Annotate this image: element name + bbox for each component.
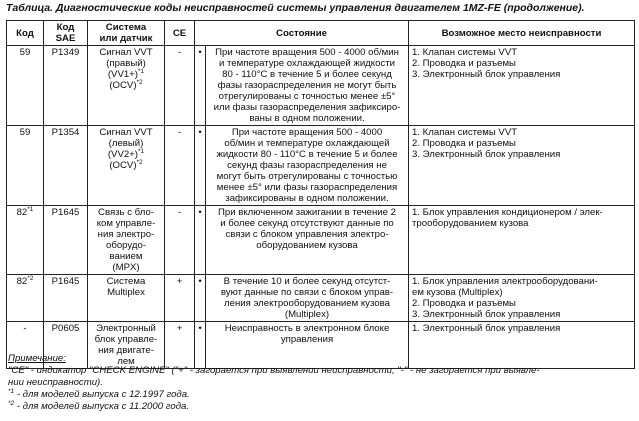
cell-location: 1. Клапан системы VVT 2. Проводка и разъемы 3. Электронный блок управления: [409, 46, 635, 126]
cell-system: Сигнал VVT (правый) $(VV1+)^{*1}$ (OCV)$^{*2}$: [88, 46, 165, 126]
cell-system: Электронный блок управле- ния двигате- лем: [88, 322, 165, 369]
header-system: Система или датчик: [88, 21, 165, 46]
cell-bullet: •: [195, 322, 206, 369]
table-row: [7, 275, 635, 322]
notes-heading: Примечание:: [8, 353, 66, 364]
cell-ce: -: [165, 46, 195, 126]
dtc-table: [6, 20, 635, 369]
cell-condition: При частоте вращения 500 - 4000 об/мин и температуре охлаждающей жидкости 80 - 110°С в течение 5 и более секунд фазы газораспределения не могут быть отрегулированы с точностью менее ±5° или фазы газораспределения зафиксиро- ваны в одном положении.: [206, 46, 409, 126]
cell-location: 1. Клапан системы VVT 2. Проводка и разъемы 3. Электронный блок управления: [409, 126, 635, 206]
cell-location: 1. Электронный блок управления: [409, 322, 635, 369]
cell-condition: Неисправность в электронном блоке управления: [206, 322, 409, 369]
cell-location: 1. Блок управления кондиционером / элек- трооборудованием кузова: [409, 206, 635, 275]
cell-bullet: •: [195, 206, 206, 275]
cell-sae: P1349: [44, 46, 88, 126]
cell-sae: P1354: [44, 126, 88, 206]
cell-location: 1. Блок управления электрооборудовани- ем кузова (Multiplex) 2. Проводка и разъемы 3. Электронный блок управления: [409, 275, 635, 322]
header-code: Код: [7, 21, 44, 46]
cell-system: Сигнал VVT (левый) $(VV2+)^{*1}$ (OCV)$^{*2}$: [88, 126, 165, 206]
cell-code: -: [7, 322, 44, 369]
table-title: Таблица. Диагностические коды неисправностей системы управления двигателем 1MZ-FE (продолжение).: [6, 2, 585, 14]
cell-condition: При включенном зажигании в течение 2 и более секунд отсутствуют данные по связи с блоком управления электро- оборудованием кузова: [206, 206, 409, 275]
cell-bullet: •: [195, 275, 206, 322]
note-ce-cont: нии неисправности).: [8, 377, 103, 388]
cell-code: 59: [7, 46, 44, 126]
header-ce: CE: [165, 21, 195, 46]
cell-bullet: •: [195, 46, 206, 126]
cell-ce: -: [165, 126, 195, 206]
header-condition: Состояние: [195, 21, 409, 46]
table-header-row: [7, 21, 635, 46]
cell-code: 82$^{*1}$: [7, 206, 44, 275]
cell-condition: При частоте вращения 500 - 4000 об/мин и температуре охлаждающей жидкости 80 - 110°С в течение 5 и более секунд фазы газораспределения не могут быть отрегулированы с точностью менее ±5° или фазы газораспределения зафиксированы в одном положении.: [206, 126, 409, 206]
cell-ce: -: [165, 206, 195, 275]
cell-bullet: •: [195, 126, 206, 206]
cell-sae: P0605: [44, 322, 88, 369]
cell-system: Система Multiplex: [88, 275, 165, 322]
table-row: [7, 46, 635, 126]
footnote-2: $^{*2}$ - для моделей выпуска с 11.2000 года.: [8, 399, 189, 412]
cell-sae: P1645: [44, 206, 88, 275]
table-row: [7, 206, 635, 275]
cell-code: 82$^{*2}$: [7, 275, 44, 322]
cell-ce: +: [165, 322, 195, 369]
cell-condition: В течение 10 и более секунд отсутст- вуют данные по связи с блоком управ- ления электрооборудованием кузова (Multiplex): [206, 275, 409, 322]
cell-sae: P1645: [44, 275, 88, 322]
footnote-1: $^{*1}$ - для моделей выпуска с 12.1997 года.: [8, 387, 190, 400]
table-row: [7, 126, 635, 206]
cell-system: Связь с бло- ком управле- ния электро- оборудо- ванием (MPX): [88, 206, 165, 275]
header-location: Возможное место неисправности: [409, 21, 635, 46]
header-sae: Код SAE: [44, 21, 88, 46]
cell-code: 59: [7, 126, 44, 206]
cell-ce: +: [165, 275, 195, 322]
notes: [8, 353, 632, 413]
note-ce: "CE" - индикатор "CHECK ENGINE" ("+" - загорается при выявлении неисправности, "-" - не загорается при выявле-: [8, 365, 540, 376]
